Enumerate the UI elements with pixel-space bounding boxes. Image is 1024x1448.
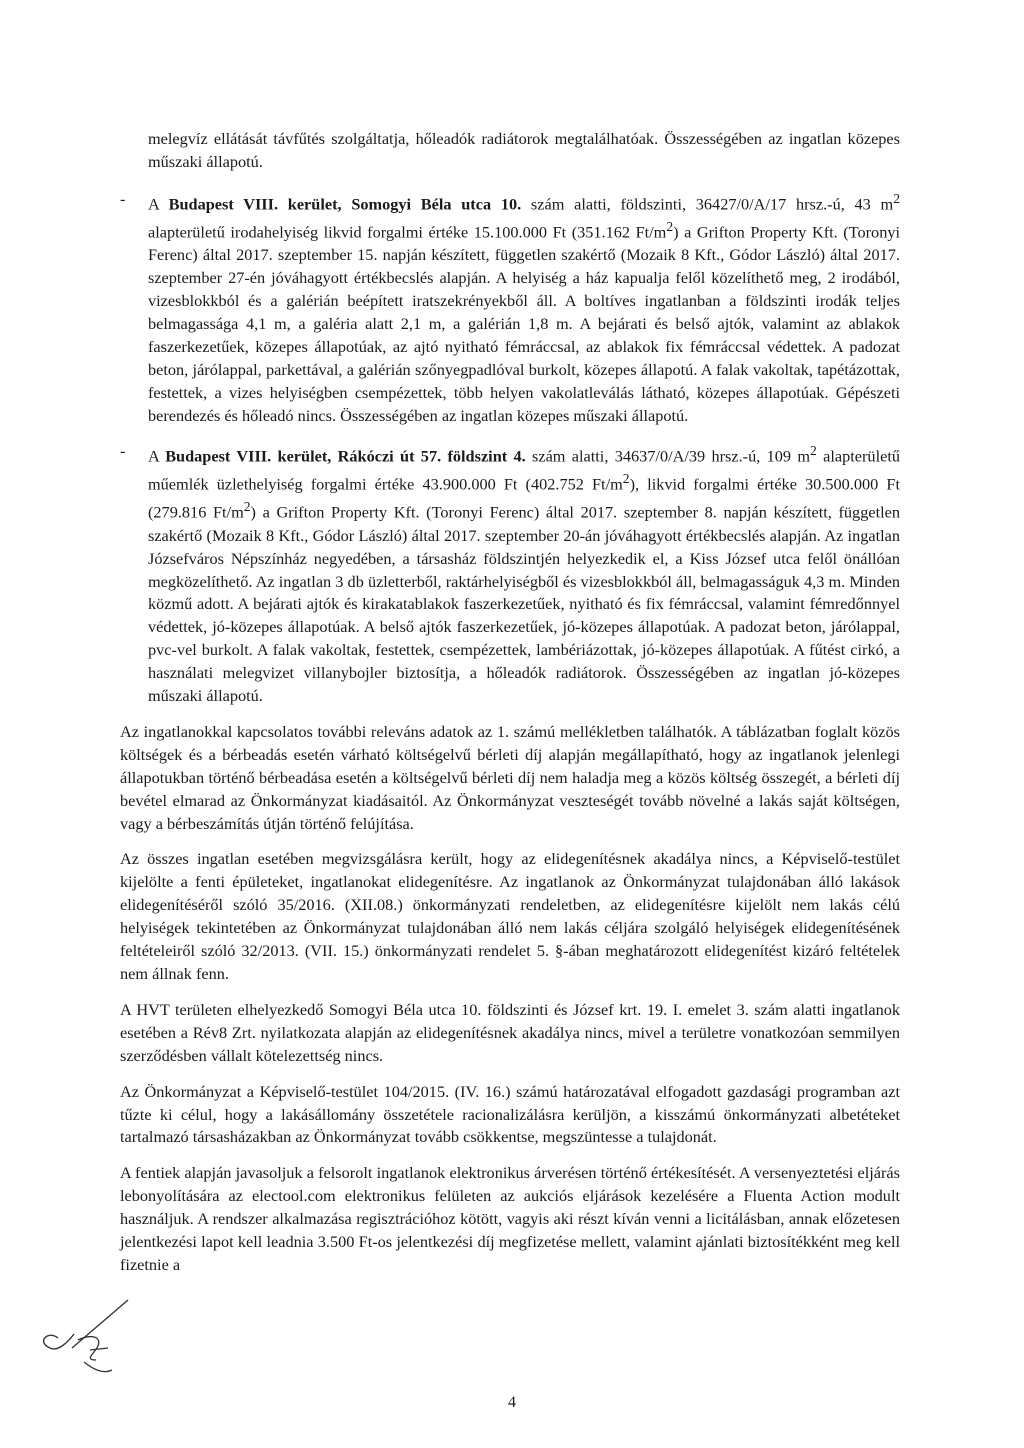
paragraph-economic-program: Az Önkormányzat a Képviselő-testület 104/2015. (IV. 16.) számú határozatával elfogadott gazdasági programban azt tűzte ki célul, hogy a lakásállomány összetétele racionalizálásra kerüljön, a kisszámú önkormányzati albetéteket tartalmazó társasházakban az Önkormányzat tovább csökkentse, megszüntesse a tulajdonát.: [120, 1081, 900, 1147]
list-dash: -: [120, 440, 126, 460]
page-number: 4: [507, 1392, 517, 1411]
intro-paragraph: melegvíz ellátását távfűtés szolgáltatja, hőleadók radiátorok megtalálhatóak. Összességében az ingatlan közepes műszaki állapotú.: [148, 129, 900, 171]
document-body: [120, 128, 900, 1277]
paragraph-related-data: Az ingatlanokkal kapcsolatos további releváns adatok az 1. számú mellékletben találhatók. A táblázatban foglalt közös költségek és a bérbeadás esetén várható költségelvű bérleti díj alapján megállapítható, hogy az ingatlanok jelenlegi állapotukban történő bérbeadása esetén a költségelvű bérleti díj nem haladja meg a közös költség összegét, a bérleti díj bevétel elmarad az Önkormányzat kiadásaitól. Az Önkormányzat veszteségét tovább növelné a lakás saját költségen, vagy a bérbeszámítás útján történő felújítása.: [120, 721, 900, 833]
property-item-rakoczi: - A Budapest VIII. kerület, Rákóczi út 57. földszint 4. szám alatti, 34637/0/A/39 hrsz.-ú, 109 $m^2$ alapterületű műemlék üzlethelyiség forgalmi értéke 43.900.000 Ft (402.752 $Ft/m^2$), likvid forgalmi értéke 30.500.000 Ft (279.816 $Ft/m^2$) a Grifton Property Kft. (Toronyi Ferenc) által 2017. szeptember 8. napján készített, független szakértő (Mozaik 8 Kft., Gódor László) által 2017. szeptember 20-án jóváhagyott értékbecslés alapján. Az ingatlan Józsefváros Népszínház negyedében, a társasház földszintjén helyezkedik el, a Kiss József utca felől önállóan megközelíthető. Az ingatlan 3 db üzletterből, raktárhelyiségből és vizesblokkból áll, belmagasságuk 4,3 m. Minden közmű adott. A bejárati ajtók és kirakatablakok faszerkezetűek, nyitható és fix fémráccsal, valamint fémredőnnyel védettek, jó-közepes állapotúak. A belső ajtók faszerkezetűek, jó-közepes állapotúak. A padozat beton, járólappal, pvc-vel burkolt. A falak vakoltak, festettek, csempézettek, lambériázottak, jó-közepes állapotúak. A fűtést cirkó, a használati melegvizet villanybojler biztosítja, a hőleadók radiátorok. Összességében az ingatlan jó-közepes műszaki állapotú.: [120, 440, 900, 706]
paragraph-hvt-area: A HVT területen elhelyezkedő Somogyi Béla utca 10. földszinti és József krt. 19. I. emelet 3. szám alatti ingatlanok esetében a Rév8 Zrt. nyilatkozata alapján az elidegenítésnek akadálya nincs, mivel a területre vonatkozóan semmilyen szerződésben vállalt kötelezettség nincs.: [120, 999, 900, 1065]
paragraph-auction-proposal: A fentiek alapján javasoljuk a felsorolt ingatlanok elektronikus árverésen történő értékesítését. A versenyeztetési eljárás lebonyolítására az electool.com elektronikus felületen az aukciós eljárások kezelésére a Fluenta Action modult használjuk. A rendszer alkalmazása regisztrációhoz kötött, vagyis aki részt kíván venni a licitálásban, annak előzetesen jelentkezési lapot kell leadnia 3.500 Ft-os jelentkezési díj megfizetése mellett, valamint ajánlati biztosítékként meg kell fizetnie a: [120, 1163, 900, 1274]
handwritten-signature: [28, 1290, 138, 1380]
property-item-somogyi: - A Budapest VIII. kerület, Somogyi Béla utca 10. szám alatti, földszinti, 36427/0/A/17 hrsz.-ú, 43 $m^2$ alapterületű irodahelyiség likvid forgalmi értéke 15.100.000 Ft (351.162 $Ft/m^2$) a Grifton Property Kft. (Toronyi Ferenc) által 2017. szeptember 15. napján készített, független szakértő (Mozaik 8 Kft., Gódor László) által 2017. szeptember 27-én jóváhagyott értékbecslés alapján. A helyiség a ház kapualja felől közelíthető meg, 2 irodából, vizesblokkból és a galérián beépített iratszekrényekből áll. A boltíves ingatlanban a földszinti irodák teljes belmagassága 4,1 m, a galéria alatt 2,1 m, a galérián 1,8 m. A bejárati és belső ajtók, valamint az ablakok faszerkezetűek, közepes állapotúak, az ajtó nyitható fémráccsal, az ablakok fix fémráccsal védettek. A padozat beton, járólappal, parkettával, a galérián szőnyegpadlóval burkolt, közepes állapotú. A falak vakoltak, tapétázottak, festettek, a vizes helyiségben csempézettek, több helyen vakolatleválás látható, közepes állapotúak. Gépészeti berendezés és hőleadó nincs. Összességében az ingatlan közepes műszaki állapotú.: [120, 188, 901, 425]
property-address-somogyi: Budapest VIII. kerület, Somogyi Béla utca 10.: [168, 194, 522, 214]
list-dash: -: [120, 188, 126, 208]
property-address-rakoczi: Budapest VIII. kerület, Rákóczi út 57. földszint 4.: [165, 446, 526, 466]
paragraph-alienation-check: Az összes ingatlan esetében megvizsgálásra került, hogy az elidegenítésnek akadálya nincs, a Képviselő-testület kijelölte a fenti épületeket, ingatlanokat elidegenítésre. Az ingatlanok az Önkormányzat tulajdonában álló lakások elidegenítéséről szóló 35/2016. (XII.08.) önkormányzati rendeletben, az elidegenítésre kijelölt nem lakás célú helyiségek tekintetében az Önkormányzat tulajdonában álló nem lakás céljára szolgáló helyiségek elidegenítésének feltételeiről szóló 32/2013. (VII. 15.) önkormányzati rendelet 5. §-ában meghatározott elidegenítést kizáró feltételek nem állnak fenn.: [120, 849, 900, 984]
